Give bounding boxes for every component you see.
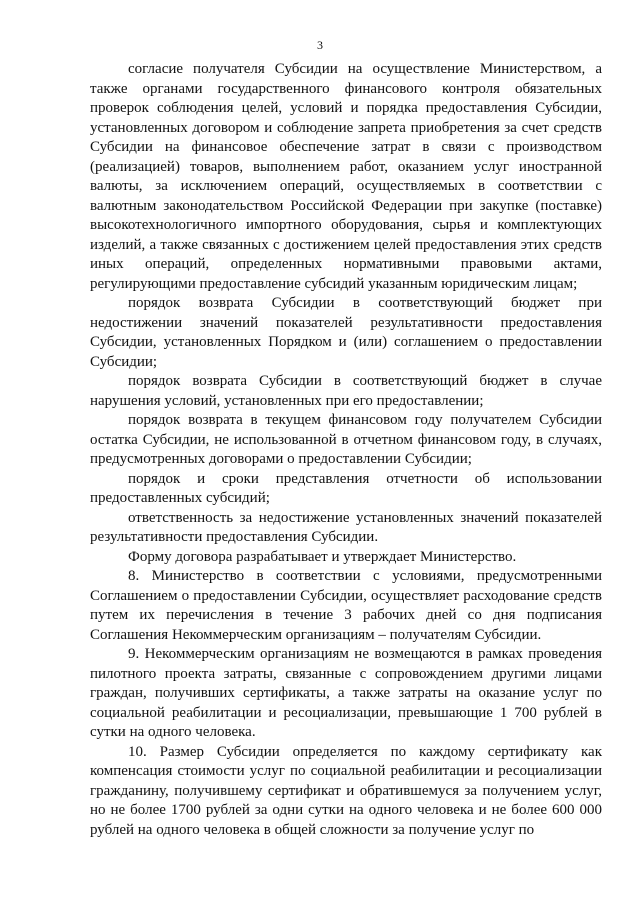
paragraph-contract-form: Форму договора разрабатывает и утверждает Министерство. — [128, 548, 517, 565]
page-number: 3 — [317, 38, 323, 52]
paragraph-return-violation: порядок возврата Субсидии в соответствующий бюджет в случае нарушения условий, установленных при его предоставлении; — [90, 373, 602, 409]
paragraph-return-underperformance: порядок возврата Субсидии в соответствующий бюджет при недостижении значений показателей результативности предоставления Субсидии, установленных Порядком и (или) соглашением о предоставлении Субсидии; — [90, 295, 602, 370]
paragraph-item-10: 10. Размер Субсидии определяется по каждому сертификату как компенсация стоимости услуг по социальной реабилитации и ресоциализации гражданину, получившему сертификат и обратившемуся за получением услуг, но не более 1700 рублей за одни сутки на одного человека и не более 600 000 рублей на одного человека в общей сложности за получение услуг по — [90, 743, 602, 838]
paragraph-responsibility: ответственность за недостижение установленных значений показателей результативности предоставления Субсидии. — [90, 509, 602, 545]
paragraph-reporting: порядок и сроки представления отчетности об использовании предоставленных субсидий; — [90, 470, 602, 506]
paragraph-item-8: 8. Министерство в соответствии с условиями, предусмотренными Соглашением о предоставлении Субсидии, осуществляет расходование средств путем их перечисления в течение 3 рабочих дней со дня подписания Соглашения Некоммерческим организациям – получателям Субсидии. — [90, 568, 602, 643]
paragraph-return-remainder: порядок возврата в текущем финансовом году получателем Субсидии остатка Субсидии, не использованной в отчетном финансовом году, в случаях, предусмотренных договорами о предоставлении Субсидии; — [90, 412, 602, 467]
document-body — [90, 60, 602, 840]
paragraph-item-9: 9. Некоммерческим организациям не возмещаются в рамках проведения пилотного проекта затраты, связанные с сопровождением другими лицами граждан, получивших сертификаты, а также затраты на оказание услуг по социальной реабилитации и ресоциализации, превышающие 1 700 рублей в сутки на одного человека. — [90, 646, 602, 740]
paragraph-consent-control: согласие получателя Субсидии на осуществление Министерством, а также органами государственного финансового контроля обязательных проверок соблюдения целей, условий и порядка предоставления Субсидии, установленных договором и соблюдение запрета приобретения за счет средств Субсидии на финансовое обеспечение затрат в связи с производством (реализацией) товаров, выполнением работ, оказанием услуг иностранной валюты, за исключением операций, осуществляемых в соответствии с валютным законодательством Российской Федерации при закупке (поставке) высокотехнологичного импортного оборудования, сырья и комплектующих изделий, а также связанных с достижением целей предоставления этих средств иных операций, определенных нормативными правовыми актами, регулирующими предоставление субсидий указанным юридическим лицам; — [90, 61, 602, 292]
